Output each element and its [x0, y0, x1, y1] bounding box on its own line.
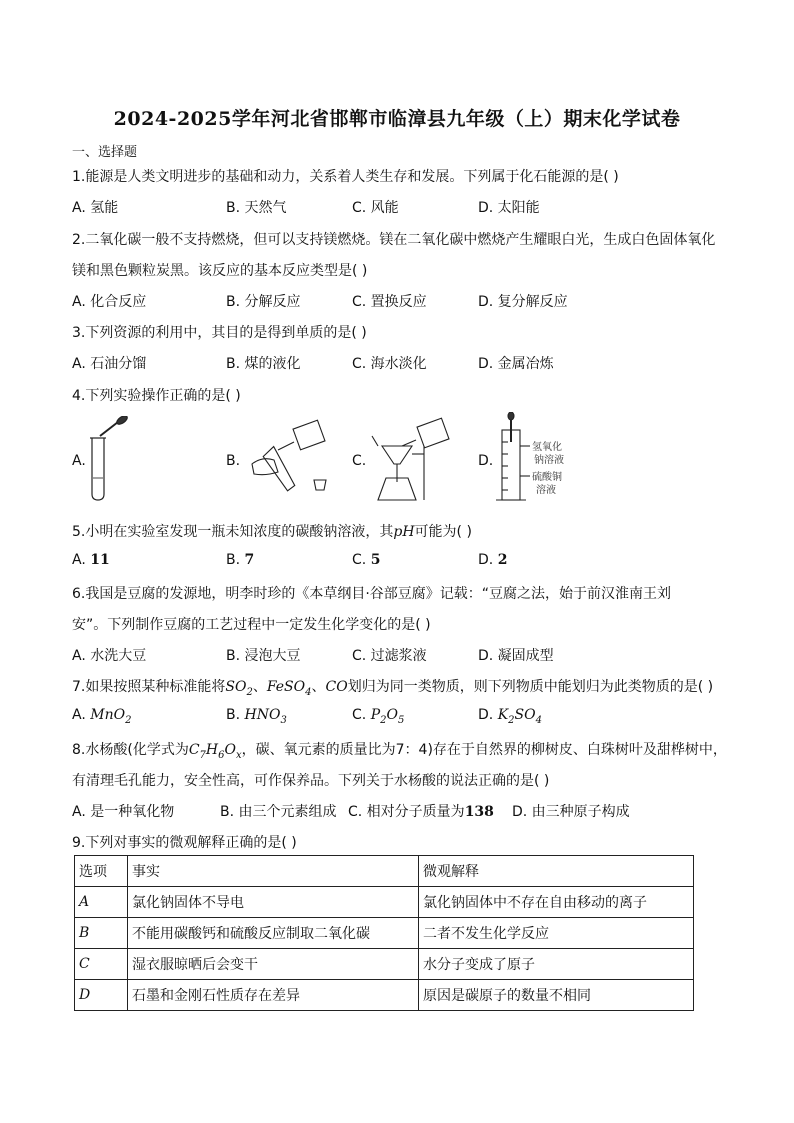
cylinder-dropper-figure	[490, 412, 580, 504]
formula-so2-base: SO	[225, 679, 247, 695]
formula-feso4-sub: 4	[305, 686, 312, 698]
table-cell-explanation: 水分子变成了原子	[419, 949, 694, 980]
q7-d-so: SO	[514, 707, 536, 723]
q5-b-label: B.	[226, 552, 245, 568]
filtration-figure	[364, 416, 464, 502]
q7-c-label: C.	[352, 707, 371, 723]
q5-stem-pre: 5.小明在实验室发现一瓶未知浓度的碳酸钠溶液，其	[72, 524, 394, 540]
q7-c-sub1: 2	[380, 714, 387, 726]
question-9-stem: 9.下列对事实的微观解释正确的是( )	[72, 835, 297, 851]
label-naoh-1: 氢氧化	[532, 442, 562, 453]
q5-option-c[interactable]	[352, 552, 380, 568]
q2-option-a[interactable]: A. 化合反应	[72, 294, 147, 310]
q2-option-b[interactable]: B. 分解反应	[226, 294, 301, 310]
q4-option-c[interactable]: C.	[352, 453, 367, 469]
q7-d-sub2: 4	[535, 714, 542, 726]
question-4-stem: 4.下列实验操作正确的是( )	[72, 388, 241, 404]
q8-c-value: 138	[464, 804, 494, 820]
q5-a-label: A.	[72, 552, 91, 568]
table-cell-explanation: 原因是碳原子的数量不相同	[419, 980, 694, 1011]
q3-option-c[interactable]: C. 海水淡化	[352, 356, 427, 372]
table-header-row	[75, 856, 694, 887]
table-cell-fact: 氯化钠固体不导电	[128, 887, 419, 918]
table-cell-option: B	[75, 918, 128, 949]
q5-c-label: C.	[352, 552, 371, 568]
q7-b-formula: HNO	[244, 707, 281, 723]
question-6-stem-line1: 6.我国是豆腐的发源地，明李时珍的《本草纲目·谷部豆腐》记载：“豆腐之法，始于前汉淮南王刘	[72, 586, 672, 602]
q3-option-d[interactable]: D. 金属冶炼	[478, 356, 554, 372]
q4-option-d[interactable]: D.	[478, 453, 494, 469]
formula-co: CO	[325, 679, 348, 695]
formula-so2	[225, 679, 253, 698]
q7-c-sub2: 5	[397, 714, 405, 726]
q1-option-c[interactable]: C. 风能	[352, 200, 399, 216]
q8-option-b[interactable]: B. 由三个元素组成	[220, 804, 337, 820]
q7-c-o: O	[386, 707, 398, 723]
q5-d-value: 2	[497, 552, 508, 568]
table-row	[75, 887, 694, 918]
q5-a-value: 11	[90, 552, 110, 568]
table-cell-option: A	[75, 887, 128, 918]
q5-c-value: 5	[370, 552, 381, 568]
q9-table	[74, 855, 694, 1011]
q8-option-d[interactable]: D. 由三种原子构成	[512, 804, 630, 820]
q7-a-sub: 2	[125, 714, 132, 726]
q6-option-a[interactable]: A. 水洗大豆	[72, 648, 147, 664]
question-2-stem-line1: 2.二氧化碳一般不支持燃烧，但可以支持镁燃烧。镁在二氧化碳中燃烧产生耀眼白光，生成白色固体氧化	[72, 232, 716, 248]
question-8-stem-line1	[72, 739, 727, 761]
q8-option-a[interactable]: A. 是一种氧化物	[72, 804, 175, 820]
q5-d-label: D.	[478, 552, 498, 568]
q6-option-c[interactable]: C. 过滤浆液	[352, 648, 427, 664]
q7-d-label: D.	[478, 707, 498, 723]
q3-option-a[interactable]: A. 石油分馏	[72, 356, 147, 372]
pouring-liquid-figure	[244, 416, 334, 502]
question-1-stem: 1.能源是人类文明进步的基础和动力，关系着人类生存和发展。下列属于化石能源的是( )	[72, 169, 619, 185]
table-header-cell: 事实	[128, 856, 419, 887]
q5-b-value: 7	[244, 552, 255, 568]
label-naoh-2: 钠溶液	[534, 455, 564, 466]
table-cell-fact: 不能用碳酸钙和硫酸反应制取二氧化碳	[128, 918, 419, 949]
question-6-stem-line2: 安”。下列制作豆腐的工艺过程中一定发生化学变化的是( )	[72, 617, 431, 633]
q5-stem-post: 可能为( )	[414, 524, 472, 540]
table-cell-fact: 湿衣服晾晒后会变干	[128, 949, 419, 980]
question-3-stem: 3.下列资源的利用中，其目的是得到单质的是( )	[72, 325, 367, 341]
q1-option-b[interactable]: B. 天然气	[226, 200, 287, 216]
q5-option-d[interactable]	[478, 552, 507, 568]
q7-c-p: P	[370, 707, 381, 723]
q5-option-b[interactable]	[226, 552, 254, 568]
q8-option-c[interactable]	[348, 801, 494, 821]
question-5-stem	[72, 521, 472, 541]
q8-o: O	[224, 742, 236, 758]
q1-option-d[interactable]: D. 太阳能	[478, 200, 540, 216]
table-row	[75, 980, 694, 1011]
q8-c: C	[188, 742, 200, 758]
dropper-test-tube-figure	[86, 416, 136, 502]
table-cell-fact: 石墨和金刚石性质存在差异	[128, 980, 419, 1011]
question-8-stem-line2: 有清理毛孔能力，安全性高，可作保养品。下列关于水杨酸的说法正确的是( )	[72, 773, 550, 789]
formula-feso4	[266, 679, 312, 698]
formula-feso4-base: FeSO	[266, 679, 306, 695]
q7-option-a[interactable]	[72, 707, 131, 726]
q8-h: H	[205, 742, 219, 758]
section-heading: 一、选择题	[72, 145, 138, 160]
formula-so2-sub: 2	[246, 686, 253, 698]
label-cuso4-2: 溶液	[536, 485, 556, 496]
q7-b-label: B.	[226, 707, 245, 723]
table-cell-explanation: 二者不发生化学反应	[419, 918, 694, 949]
q7-sep-1: 、	[252, 679, 267, 695]
q7-option-d[interactable]	[478, 707, 542, 726]
q8-subx: x	[236, 749, 242, 761]
table-row	[75, 949, 694, 980]
q8-c-label: C. 相对分子质量为	[348, 804, 465, 820]
q8-stem-post: ，碳、氧元素的质量比为7：4)存在于自然界的柳树皮、白珠树叶及甜桦树中，	[241, 742, 727, 758]
q7-d-sub1: 2	[508, 714, 515, 726]
q8-sub6: 6	[218, 749, 225, 761]
q4-option-b[interactable]: B.	[226, 453, 241, 469]
q5-option-a[interactable]	[72, 552, 110, 568]
question-7-stem	[72, 676, 713, 698]
q7-b-sub: 3	[280, 714, 287, 726]
table-cell-explanation: 氯化钠固体中不存在自由移动的离子	[419, 887, 694, 918]
q1-option-a[interactable]: A. 氢能	[72, 200, 119, 216]
table-header-cell: 微观解释	[419, 856, 694, 887]
q4-option-a[interactable]: A.	[72, 453, 86, 469]
q6-option-d[interactable]: D. 凝固成型	[478, 648, 554, 664]
q7-d-k: K	[497, 707, 509, 723]
table-header-cell: 选项	[75, 856, 128, 887]
q7-stem-post: 划归为同一类物质，则下列物质中能划归为此类物质的是( )	[347, 679, 714, 695]
page-title: 2024-2025学年河北省邯郸市临漳县九年级（上）期末化学试卷	[113, 108, 681, 130]
q2-option-c[interactable]: C. 置换反应	[352, 294, 427, 310]
q8-stem-pre: 8.水杨酸(化学式为	[72, 742, 189, 758]
q7-option-c[interactable]	[352, 707, 404, 726]
q3-option-b[interactable]: B. 煤的液化	[226, 356, 301, 372]
q5-ph: pH	[393, 524, 415, 540]
q7-sep-2: 、	[311, 679, 326, 695]
table-cell-option: C	[75, 949, 128, 980]
q7-option-b[interactable]	[226, 707, 287, 726]
q2-option-d[interactable]: D. 复分解反应	[478, 294, 568, 310]
label-cuso4-1: 硫酸铜	[532, 472, 562, 483]
question-2-stem-line2: 镁和黑色颗粒炭黑。该反应的基本反应类型是( )	[72, 263, 368, 279]
q6-option-b[interactable]: B. 浸泡大豆	[226, 648, 301, 664]
q7-a-label: A.	[72, 707, 91, 723]
q7-a-formula: MnO	[90, 707, 126, 723]
q7-stem-pre: 7.如果按照某种标准能将	[72, 679, 226, 695]
table-row	[75, 918, 694, 949]
table-cell-option: D	[75, 980, 128, 1011]
q8-sub7: 7	[199, 749, 206, 761]
